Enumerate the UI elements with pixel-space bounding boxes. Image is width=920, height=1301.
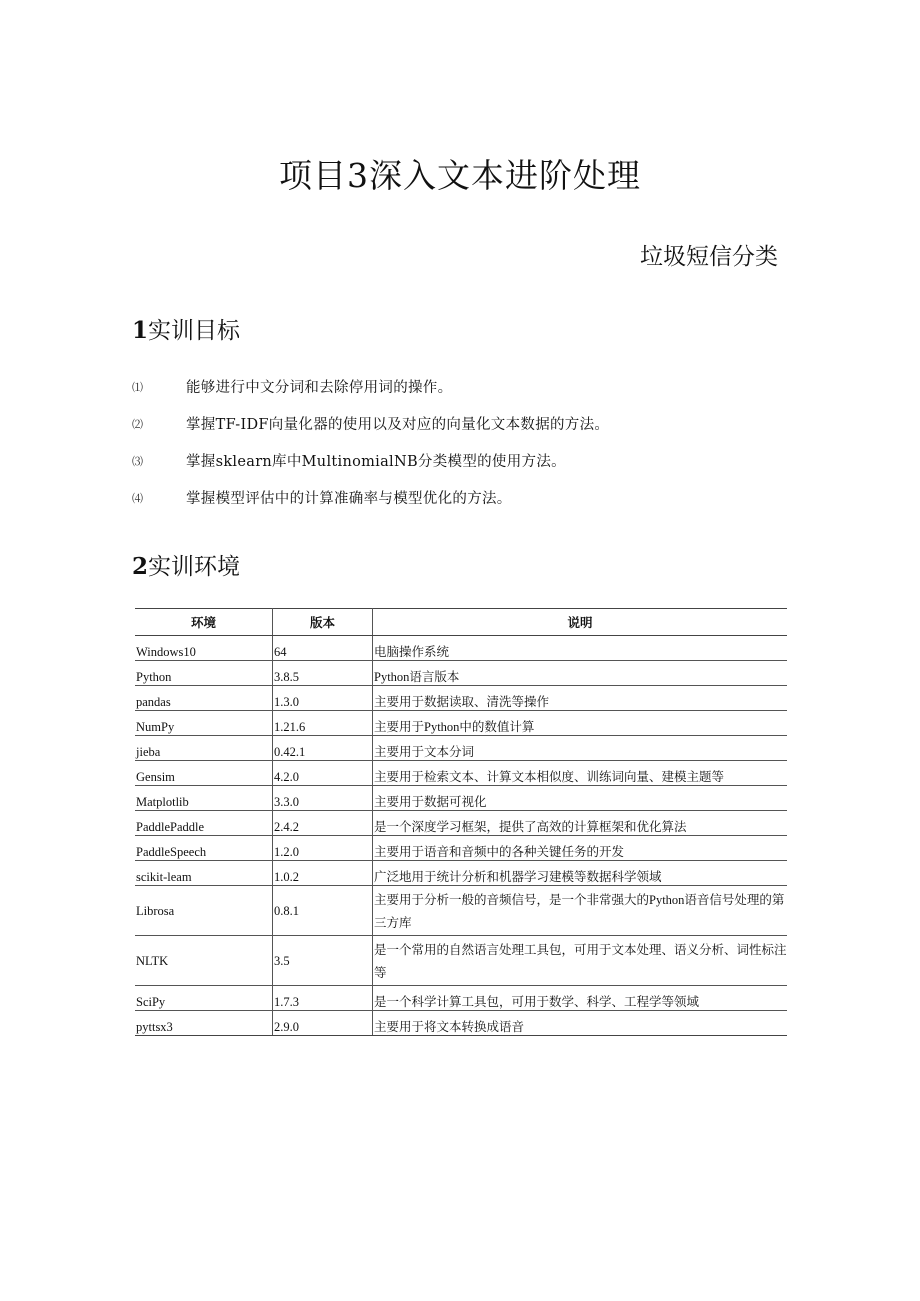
table-row bbox=[135, 986, 787, 1011]
table-row bbox=[135, 786, 787, 811]
cell-description: 主要用于数据可视化 bbox=[373, 786, 788, 811]
list-item bbox=[132, 450, 792, 487]
cell-env: NLTK bbox=[135, 936, 273, 986]
cell-version: 64 bbox=[273, 636, 373, 661]
section-heading-environment bbox=[132, 548, 240, 581]
cell-env: pandas bbox=[135, 686, 273, 711]
cell-description: 主要用于分析一般的音频信号，是一个非常强大的Python语音信号处理的第三方库 bbox=[373, 886, 788, 936]
column-header-env: 环境 bbox=[135, 609, 273, 636]
table-row bbox=[135, 736, 787, 761]
cell-version: 1.21.6 bbox=[273, 711, 373, 736]
document-subtitle: 垃圾短信分类 bbox=[640, 244, 778, 270]
column-header-description: 说明 bbox=[373, 609, 788, 636]
cell-env: Windows10 bbox=[135, 636, 273, 661]
cell-description: 广泛地用于统计分析和机器学习建模等数据科学领域 bbox=[373, 861, 788, 886]
table-row bbox=[135, 836, 787, 861]
cell-version: 3.8.5 bbox=[273, 661, 373, 686]
cell-version: 1.3.0 bbox=[273, 686, 373, 711]
cell-env: scikit-leam bbox=[135, 861, 273, 886]
cell-version: 1.7.3 bbox=[273, 986, 373, 1011]
cell-env: Python bbox=[135, 661, 273, 686]
cell-env: PaddleSpeech bbox=[135, 836, 273, 861]
table-row bbox=[135, 886, 787, 936]
table-row bbox=[135, 661, 787, 686]
list-text: 掌握模型评估中的计算准确率与模型优化的方法。 bbox=[186, 491, 512, 507]
cell-env: NumPy bbox=[135, 711, 273, 736]
list-number: ⑷ bbox=[132, 492, 143, 505]
table-row bbox=[135, 936, 787, 986]
cell-description: 主要用于将文本转换成语音 bbox=[373, 1011, 788, 1036]
table-row bbox=[135, 761, 787, 786]
cell-description: 是一个科学计算工具包，可用于数学、科学、工程学等领域 bbox=[373, 986, 788, 1011]
section-label: 实训目标 bbox=[148, 318, 241, 344]
cell-description: 主要用于Python中的数值计算 bbox=[373, 711, 788, 736]
cell-description: 是一个深度学习框架，提供了高效的计算框架和优化算法 bbox=[373, 811, 788, 836]
table-row bbox=[135, 1011, 787, 1036]
list-text: 能够进行中文分词和去除停用词的操作。 bbox=[186, 380, 453, 396]
list-item bbox=[132, 376, 792, 413]
cell-description: 主要用于文本分词 bbox=[373, 736, 788, 761]
cell-env: PaddlePaddle bbox=[135, 811, 273, 836]
cell-version: 2.4.2 bbox=[273, 811, 373, 836]
list-number: ⑶ bbox=[132, 455, 143, 468]
cell-version: 4.2.0 bbox=[273, 761, 373, 786]
table-row bbox=[135, 811, 787, 836]
cell-description: 电脑操作系统 bbox=[373, 636, 788, 661]
table-row bbox=[135, 686, 787, 711]
list-text: 掌握TF-IDF向量化器的使用以及对应的向量化文本数据的方法。 bbox=[186, 417, 610, 433]
section-number: 2 bbox=[132, 553, 149, 580]
cell-version: 1.2.0 bbox=[273, 836, 373, 861]
cell-version: 0.42.1 bbox=[273, 736, 373, 761]
cell-env: jieba bbox=[135, 736, 273, 761]
cell-version: 3.5 bbox=[273, 936, 373, 986]
goal-list bbox=[132, 376, 792, 524]
column-header-version: 版本 bbox=[273, 609, 373, 636]
cell-version: 2.9.0 bbox=[273, 1011, 373, 1036]
cell-description: 主要用于语音和音频中的各种关键任务的开发 bbox=[373, 836, 788, 861]
cell-description: Python语言版本 bbox=[373, 661, 788, 686]
environment-table bbox=[135, 608, 787, 1036]
list-item bbox=[132, 413, 792, 450]
document-title: 项目3深入文本进阶处理 bbox=[279, 156, 641, 195]
section-number: 1 bbox=[132, 317, 149, 344]
section-label: 实训环境 bbox=[148, 554, 241, 580]
cell-description: 主要用于检索文本、计算文本相似度、训练词向量、建模主题等 bbox=[373, 761, 788, 786]
cell-env: SciPy bbox=[135, 986, 273, 1011]
cell-env: Librosa bbox=[135, 886, 273, 936]
cell-env: Gensim bbox=[135, 761, 273, 786]
table-row bbox=[135, 636, 787, 661]
cell-description: 主要用于数据读取、清洗等操作 bbox=[373, 686, 788, 711]
cell-version: 1.0.2 bbox=[273, 861, 373, 886]
table-row bbox=[135, 711, 787, 736]
list-item bbox=[132, 487, 792, 524]
cell-version: 3.3.0 bbox=[273, 786, 373, 811]
list-number: ⑵ bbox=[132, 418, 143, 431]
list-number: ⑴ bbox=[132, 381, 143, 394]
cell-version: 0.8.1 bbox=[273, 886, 373, 936]
table-row bbox=[135, 861, 787, 886]
section-heading-goals bbox=[132, 312, 240, 345]
table-header-row bbox=[135, 609, 787, 636]
cell-description: 是一个常用的自然语言处理工具包，可用于文本处理、语义分析、词性标注等 bbox=[373, 936, 788, 986]
cell-env: Matplotlib bbox=[135, 786, 273, 811]
cell-env: pyttsx3 bbox=[135, 1011, 273, 1036]
list-text: 掌握sklearn库中MultinomialNB分类模型的使用方法。 bbox=[186, 454, 566, 470]
